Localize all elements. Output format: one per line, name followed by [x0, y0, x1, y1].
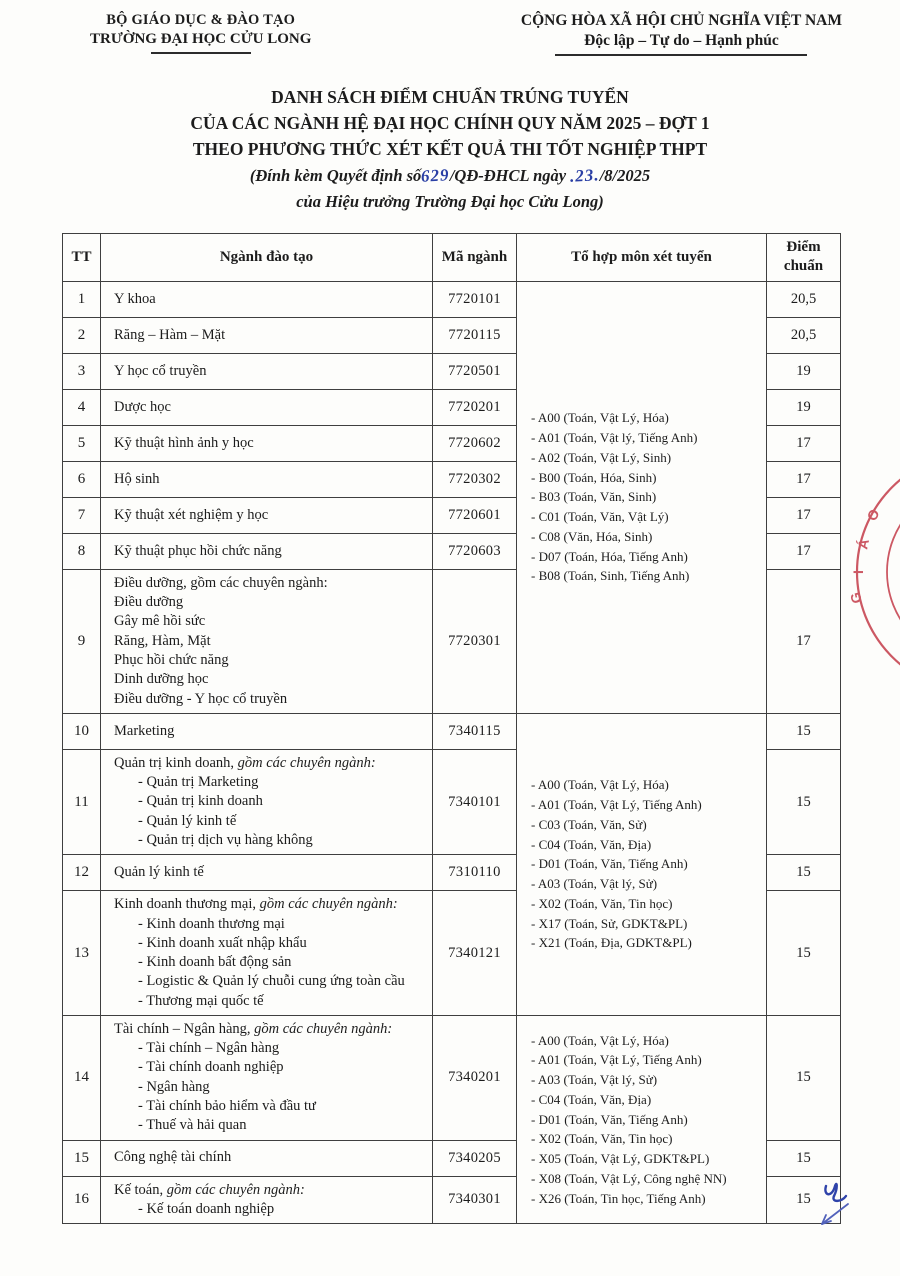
major-specialization: - Kinh doanh xuất nhập khẩu — [138, 934, 307, 951]
cutoff-score: 20,5 — [767, 281, 841, 317]
cutoff-score: 15 — [767, 1015, 841, 1140]
subject-combination: - B00 (Toán, Hóa, Sinh) — [531, 469, 657, 485]
major-code: 7340101 — [433, 749, 517, 854]
country-name: CỘNG HÒA XÃ HỘI CHỦ NGHĨA VIỆT NAM — [520, 12, 842, 29]
major-name — [101, 1015, 433, 1140]
row-number: 3 — [63, 353, 101, 389]
major-code: 7340205 — [433, 1140, 517, 1176]
cutoff-score: 15 — [767, 1140, 841, 1176]
major-code: 7720601 — [433, 497, 517, 533]
major-title: Y học cổ truyền — [114, 362, 207, 379]
major-specialization: Răng, Hàm, Mặt — [114, 632, 211, 649]
cutoff-score: 15 — [767, 749, 841, 854]
major-name — [101, 461, 433, 497]
cutoff-score: 20,5 — [767, 317, 841, 353]
major-name — [101, 497, 433, 533]
major-title: Kinh doanh thương mại, gồm các chuyên ngành: — [114, 896, 398, 913]
subject-combination: - X02 (Toán, Văn, Tin học) — [531, 1131, 673, 1147]
subject-combination: - D01 (Toán, Văn, Tiếng Anh) — [531, 1111, 688, 1127]
subject-combination: - A01 (Toán, Vật Lý, Tiếng Anh) — [531, 1052, 702, 1068]
major-title: Quản lý kinh tế — [114, 864, 204, 881]
row-number: 4 — [63, 389, 101, 425]
major-title: Điều dưỡng, gồm các chuyên ngành: — [114, 574, 328, 591]
svg-text:O: O — [863, 506, 883, 524]
cutoff-score: 17 — [767, 461, 841, 497]
major-code: 7720302 — [433, 461, 517, 497]
row-number: 10 — [63, 713, 101, 749]
major-code: 7720301 — [433, 569, 517, 713]
motto-text: Độc lập – Tự do – Hạnh phúc — [584, 32, 779, 49]
subject-combination: - C04 (Toán, Văn, Địa) — [531, 1091, 652, 1107]
major-specialization: - Logistic & Quản lý chuỗi cung ứng toàn cầu — [138, 973, 405, 990]
row-number: 6 — [63, 461, 101, 497]
decision-signer-line: của Hiệu trưởng Trường Đại học Cửu Long) — [296, 192, 604, 212]
subject-combination: - X05 (Toán, Vật Lý, GDKT&PL) — [531, 1151, 710, 1167]
subject-combination: - X21 (Toán, Địa, GDKT&PL) — [531, 935, 692, 951]
subject-combination: - A01 (Toán, Vật Lý, Tiếng Anh) — [531, 797, 702, 813]
major-name — [101, 533, 433, 569]
svg-text:G: G — [846, 590, 865, 606]
row-number: 5 — [63, 425, 101, 461]
major-title: Công nghệ tài chính — [114, 1149, 232, 1166]
letterhead-divider-right — [555, 54, 807, 56]
subject-combination: - D07 (Toán, Hóa, Tiếng Anh) — [531, 548, 688, 564]
column-header: Mã ngành — [433, 233, 517, 281]
major-code: 7720602 — [433, 425, 517, 461]
major-code: 7720501 — [433, 353, 517, 389]
svg-text:Á: Á — [854, 537, 873, 551]
decision-reference — [0, 163, 900, 189]
decision-number-handwritten: 629 — [420, 165, 451, 187]
subject-combination: - A00 (Toán, Vật Lý, Hóa) — [531, 1032, 669, 1048]
major-code: 7720201 — [433, 389, 517, 425]
major-specialization: - Tài chính doanh nghiệp — [138, 1059, 284, 1076]
major-specialization: - Ngân hàng — [138, 1078, 210, 1095]
stamp-text-giao — [847, 506, 883, 605]
column-header: Điểm chuẩn — [767, 233, 841, 281]
major-specialization: - Kinh doanh thương mại — [138, 915, 285, 932]
major-specialization: - Thuế và hải quan — [138, 1117, 247, 1134]
cutoff-score: 19 — [767, 389, 841, 425]
major-specialization: Gây mê hồi sức — [114, 613, 206, 630]
subject-combination: - A02 (Toán, Vật Lý, Sinh) — [531, 449, 672, 465]
subject-combination: - C03 (Toán, Văn, Sử) — [531, 816, 647, 832]
subject-combination: - A01 (Toán, Vật lý, Tiếng Anh) — [531, 430, 698, 446]
major-title: Kỹ thuật hình ảnh y học — [114, 434, 254, 451]
major-code: 7340201 — [433, 1015, 517, 1140]
major-name — [101, 281, 433, 317]
decision-mid: /QĐ-ĐHCL ngày — [449, 166, 571, 186]
major-title: Tài chính – Ngân hàng, gồm các chuyên ngành: — [114, 1020, 393, 1037]
cutoff-score: 15 — [767, 713, 841, 749]
cutoff-score: 15 — [767, 891, 841, 1016]
cutoff-score: 15 — [767, 1176, 841, 1224]
major-name — [101, 569, 433, 713]
major-specialization: - Quản trị Marketing — [138, 774, 259, 791]
major-title: Kỹ thuật xét nghiệm y học — [114, 506, 269, 523]
official-red-stamp — [842, 462, 900, 692]
major-specialization: Điều dưỡng — [114, 594, 184, 611]
decision-prefix: (Đính kèm Quyết định số — [249, 166, 422, 186]
table-row — [63, 713, 841, 749]
row-number: 9 — [63, 569, 101, 713]
row-number: 14 — [63, 1015, 101, 1140]
row-number: 7 — [63, 497, 101, 533]
major-specialization: Điều dưỡng - Y học cổ truyền — [114, 690, 288, 707]
major-name — [101, 353, 433, 389]
column-header: TT — [63, 233, 101, 281]
subject-combination: - B08 (Toán, Sinh, Tiếng Anh) — [531, 568, 690, 584]
major-specialization: - Kế toán doanh nghiệp — [138, 1200, 275, 1217]
major-name — [101, 317, 433, 353]
subject-combination: - C01 (Toán, Văn, Vật Lý) — [531, 509, 669, 525]
major-name — [101, 1176, 433, 1224]
major-title: Marketing — [114, 722, 175, 739]
major-title: Kế toán, gồm các chuyên ngành: — [114, 1181, 305, 1198]
row-number: 16 — [63, 1176, 101, 1224]
major-code: 7720101 — [433, 281, 517, 317]
subject-combination: - C04 (Toán, Văn, Địa) — [531, 836, 652, 852]
subject-combinations — [517, 713, 767, 1015]
major-name — [101, 891, 433, 1016]
table-header-row — [63, 233, 841, 281]
subject-combination: - A03 (Toán, Vật lý, Sử) — [531, 1072, 658, 1088]
table-row — [63, 281, 841, 317]
major-title: Kỹ thuật phục hồi chức năng — [114, 542, 282, 559]
major-name — [101, 1140, 433, 1176]
subject-combination: - X17 (Toán, Sử, GDKT&PL) — [531, 915, 688, 931]
major-specialization: - Quản lý kinh tế — [138, 812, 237, 829]
major-title: Dược học — [114, 398, 171, 415]
decision-suffix: /8/2025 — [599, 166, 651, 186]
major-title: Quản trị kinh doanh, gồm các chuyên ngành: — [114, 754, 376, 771]
major-code: 7720603 — [433, 533, 517, 569]
title-line-3: THEO PHƯƠNG THỨC XÉT KẾT QUẢ THI TỐT NGHIỆP THPT — [192, 139, 708, 160]
major-title: Răng – Hàm – Mặt — [114, 326, 226, 343]
cutoff-score: 15 — [767, 855, 841, 891]
title-line-1: DANH SÁCH ĐIỂM CHUẨN TRÚNG TUYỂN — [271, 86, 629, 107]
document-title — [0, 84, 900, 215]
major-code: 7310110 — [433, 855, 517, 891]
subject-combination: - B03 (Toán, Văn, Sinh) — [531, 489, 657, 505]
subject-combination: - D01 (Toán, Văn, Tiếng Anh) — [531, 856, 688, 872]
major-code: 7720115 — [433, 317, 517, 353]
title-line-2: CỦA CÁC NGÀNH HỆ ĐẠI HỌC CHÍNH QUY NĂM 2025 – ĐỢT 1 — [190, 112, 710, 133]
subject-combinations — [517, 281, 767, 713]
row-number: 2 — [63, 317, 101, 353]
row-number: 13 — [63, 891, 101, 1016]
subject-combinations — [517, 1015, 767, 1223]
row-number: 12 — [63, 855, 101, 891]
subject-combination: - A03 (Toán, Vật lý, Sử) — [531, 876, 658, 892]
subject-combination: - X02 (Toán, Văn, Tin học) — [531, 895, 673, 911]
handwritten-check-mark — [798, 1172, 868, 1244]
major-specialization: - Thương mại quốc tế — [138, 992, 264, 1009]
major-code: 7340301 — [433, 1176, 517, 1224]
major-title: Hộ sinh — [114, 470, 160, 487]
letterhead — [0, 0, 900, 56]
major-name — [101, 749, 433, 854]
cutoff-score: 17 — [767, 425, 841, 461]
major-specialization: Dinh dưỡng học — [114, 671, 209, 688]
subject-combination: - C08 (Văn, Hóa, Sinh) — [531, 528, 653, 544]
row-number: 15 — [63, 1140, 101, 1176]
subject-combination: - A00 (Toán, Vật Lý, Hóa) — [531, 410, 669, 426]
row-number: 8 — [63, 533, 101, 569]
subject-combination: - X08 (Toán, Vật Lý, Công nghệ NN) — [531, 1170, 727, 1186]
admission-score-table — [62, 233, 841, 1224]
svg-text:I: I — [850, 570, 866, 574]
major-specialization: - Quản trị dịch vụ hàng không — [138, 831, 313, 848]
major-specialization: - Kinh doanh bất động sản — [138, 954, 292, 971]
major-code: 7340121 — [433, 891, 517, 1016]
cutoff-score: 17 — [767, 497, 841, 533]
subject-combination: - A00 (Toán, Vật Lý, Hóa) — [531, 777, 669, 793]
admissions-table-body — [63, 281, 841, 1223]
issuing-authority — [90, 12, 311, 56]
subject-combination: - X26 (Toán, Tin học, Tiếng Anh) — [531, 1190, 706, 1206]
cutoff-score: 17 — [767, 569, 841, 713]
table-row — [63, 1015, 841, 1140]
major-specialization: - Quản trị kinh doanh — [138, 793, 263, 810]
major-name — [101, 713, 433, 749]
column-header: Ngành đào tạo — [101, 233, 433, 281]
row-number: 11 — [63, 749, 101, 854]
column-header: Tổ hợp môn xét tuyển — [517, 233, 767, 281]
letterhead-divider-left — [151, 52, 251, 54]
ministry-name: BỘ GIÁO DỤC & ĐÀO TẠO — [106, 12, 296, 28]
major-specialization: Phục hồi chức năng — [114, 651, 229, 668]
decision-day-handwritten: .23. — [569, 165, 601, 187]
major-specialization: - Tài chính – Ngân hàng — [138, 1040, 280, 1057]
major-name — [101, 389, 433, 425]
major-name — [101, 425, 433, 461]
major-name — [101, 855, 433, 891]
major-title: Y khoa — [114, 290, 156, 307]
major-specialization: - Tài chính bảo hiểm và đầu tư — [138, 1098, 316, 1115]
major-code: 7340115 — [433, 713, 517, 749]
cutoff-score: 19 — [767, 353, 841, 389]
cutoff-score: 17 — [767, 533, 841, 569]
row-number: 1 — [63, 281, 101, 317]
national-motto — [521, 12, 842, 56]
university-name: TRƯỜNG ĐẠI HỌC CỬU LONG — [90, 31, 312, 47]
